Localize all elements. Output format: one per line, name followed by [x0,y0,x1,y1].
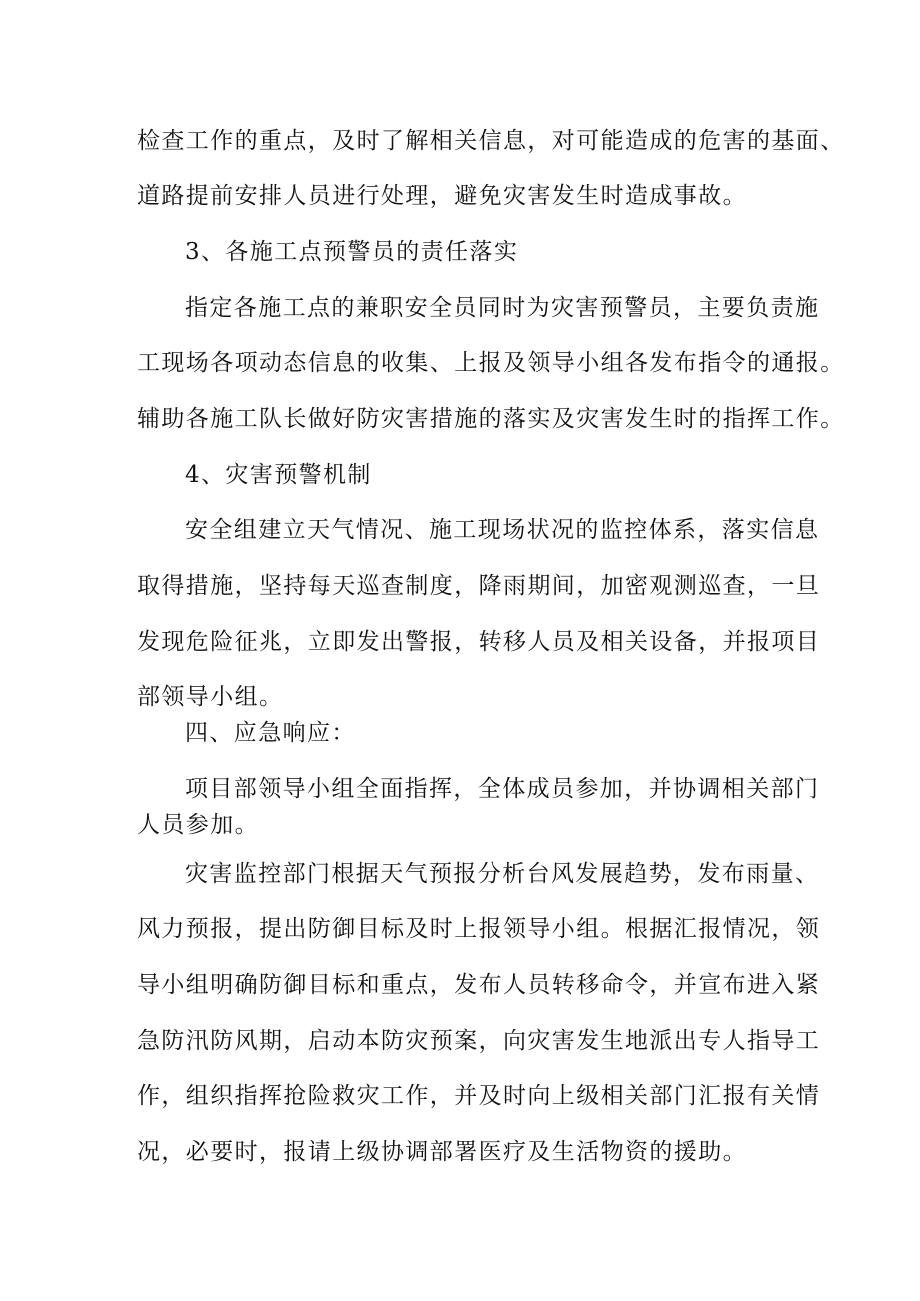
text-line: 部领导小组。 [137,684,284,710]
text-line: 辅助各施工队长做好防灾害措施的落实及灾害发生时的指挥工作。 [137,406,845,432]
section-heading: 四、应急响应： [185,720,356,746]
text-line: 指定各施工点的兼职安全员同时为灾害预警员，主要负责施 [185,295,820,321]
text-line: 急防汛防风期，启动本防灾预案，向灾害发生地派出专人指导工 [137,1028,821,1054]
section-heading: 4、灾害预警机制 [185,462,372,488]
text-line: 取得措施，坚持每天巡查制度，降雨期间，加密观测巡查，一旦 [137,573,821,599]
text-line: 安全组建立天气情况、施工现场状况的监控体系，落实信息 [185,517,820,543]
text-line: 导小组明确防御目标和重点，发布人员转移命令，并宣布进入紧 [137,972,821,998]
text-line: 作，组织指挥抢险救灾工作，并及时向上级相关部门汇报有关情 [137,1083,821,1109]
text-line: 道路提前安排人员进行处理，避免灾害发生时造成事故。 [137,183,747,209]
section-heading: 3、各施工点预警员的责任落实 [185,239,519,265]
text-line: 灾害监控部门根据天气预报分析台风发展趋势，发布雨量、 [185,861,820,887]
text-line: 况，必要时，报请上级协调部署医疗及生活物资的援助。 [137,1139,747,1165]
text-line: 工现场各项动态信息的收集、上报及领导小组各发布指令的通报。 [137,350,845,376]
text-line: 项目部领导小组全面指挥，全体成员参加，并协调相关部门 [185,776,820,802]
text-line: 风力预报，提出防御目标及时上报领导小组。根据汇报情况，领 [137,916,821,942]
text-line: 人员参加。 [137,812,259,838]
text-line: 检查工作的重点，及时了解相关信息，对可能造成的危害的基面、 [137,128,845,154]
text-line: 发现危险征兆，立即发出警报，转移人员及相关设备，并报项目 [137,629,821,655]
